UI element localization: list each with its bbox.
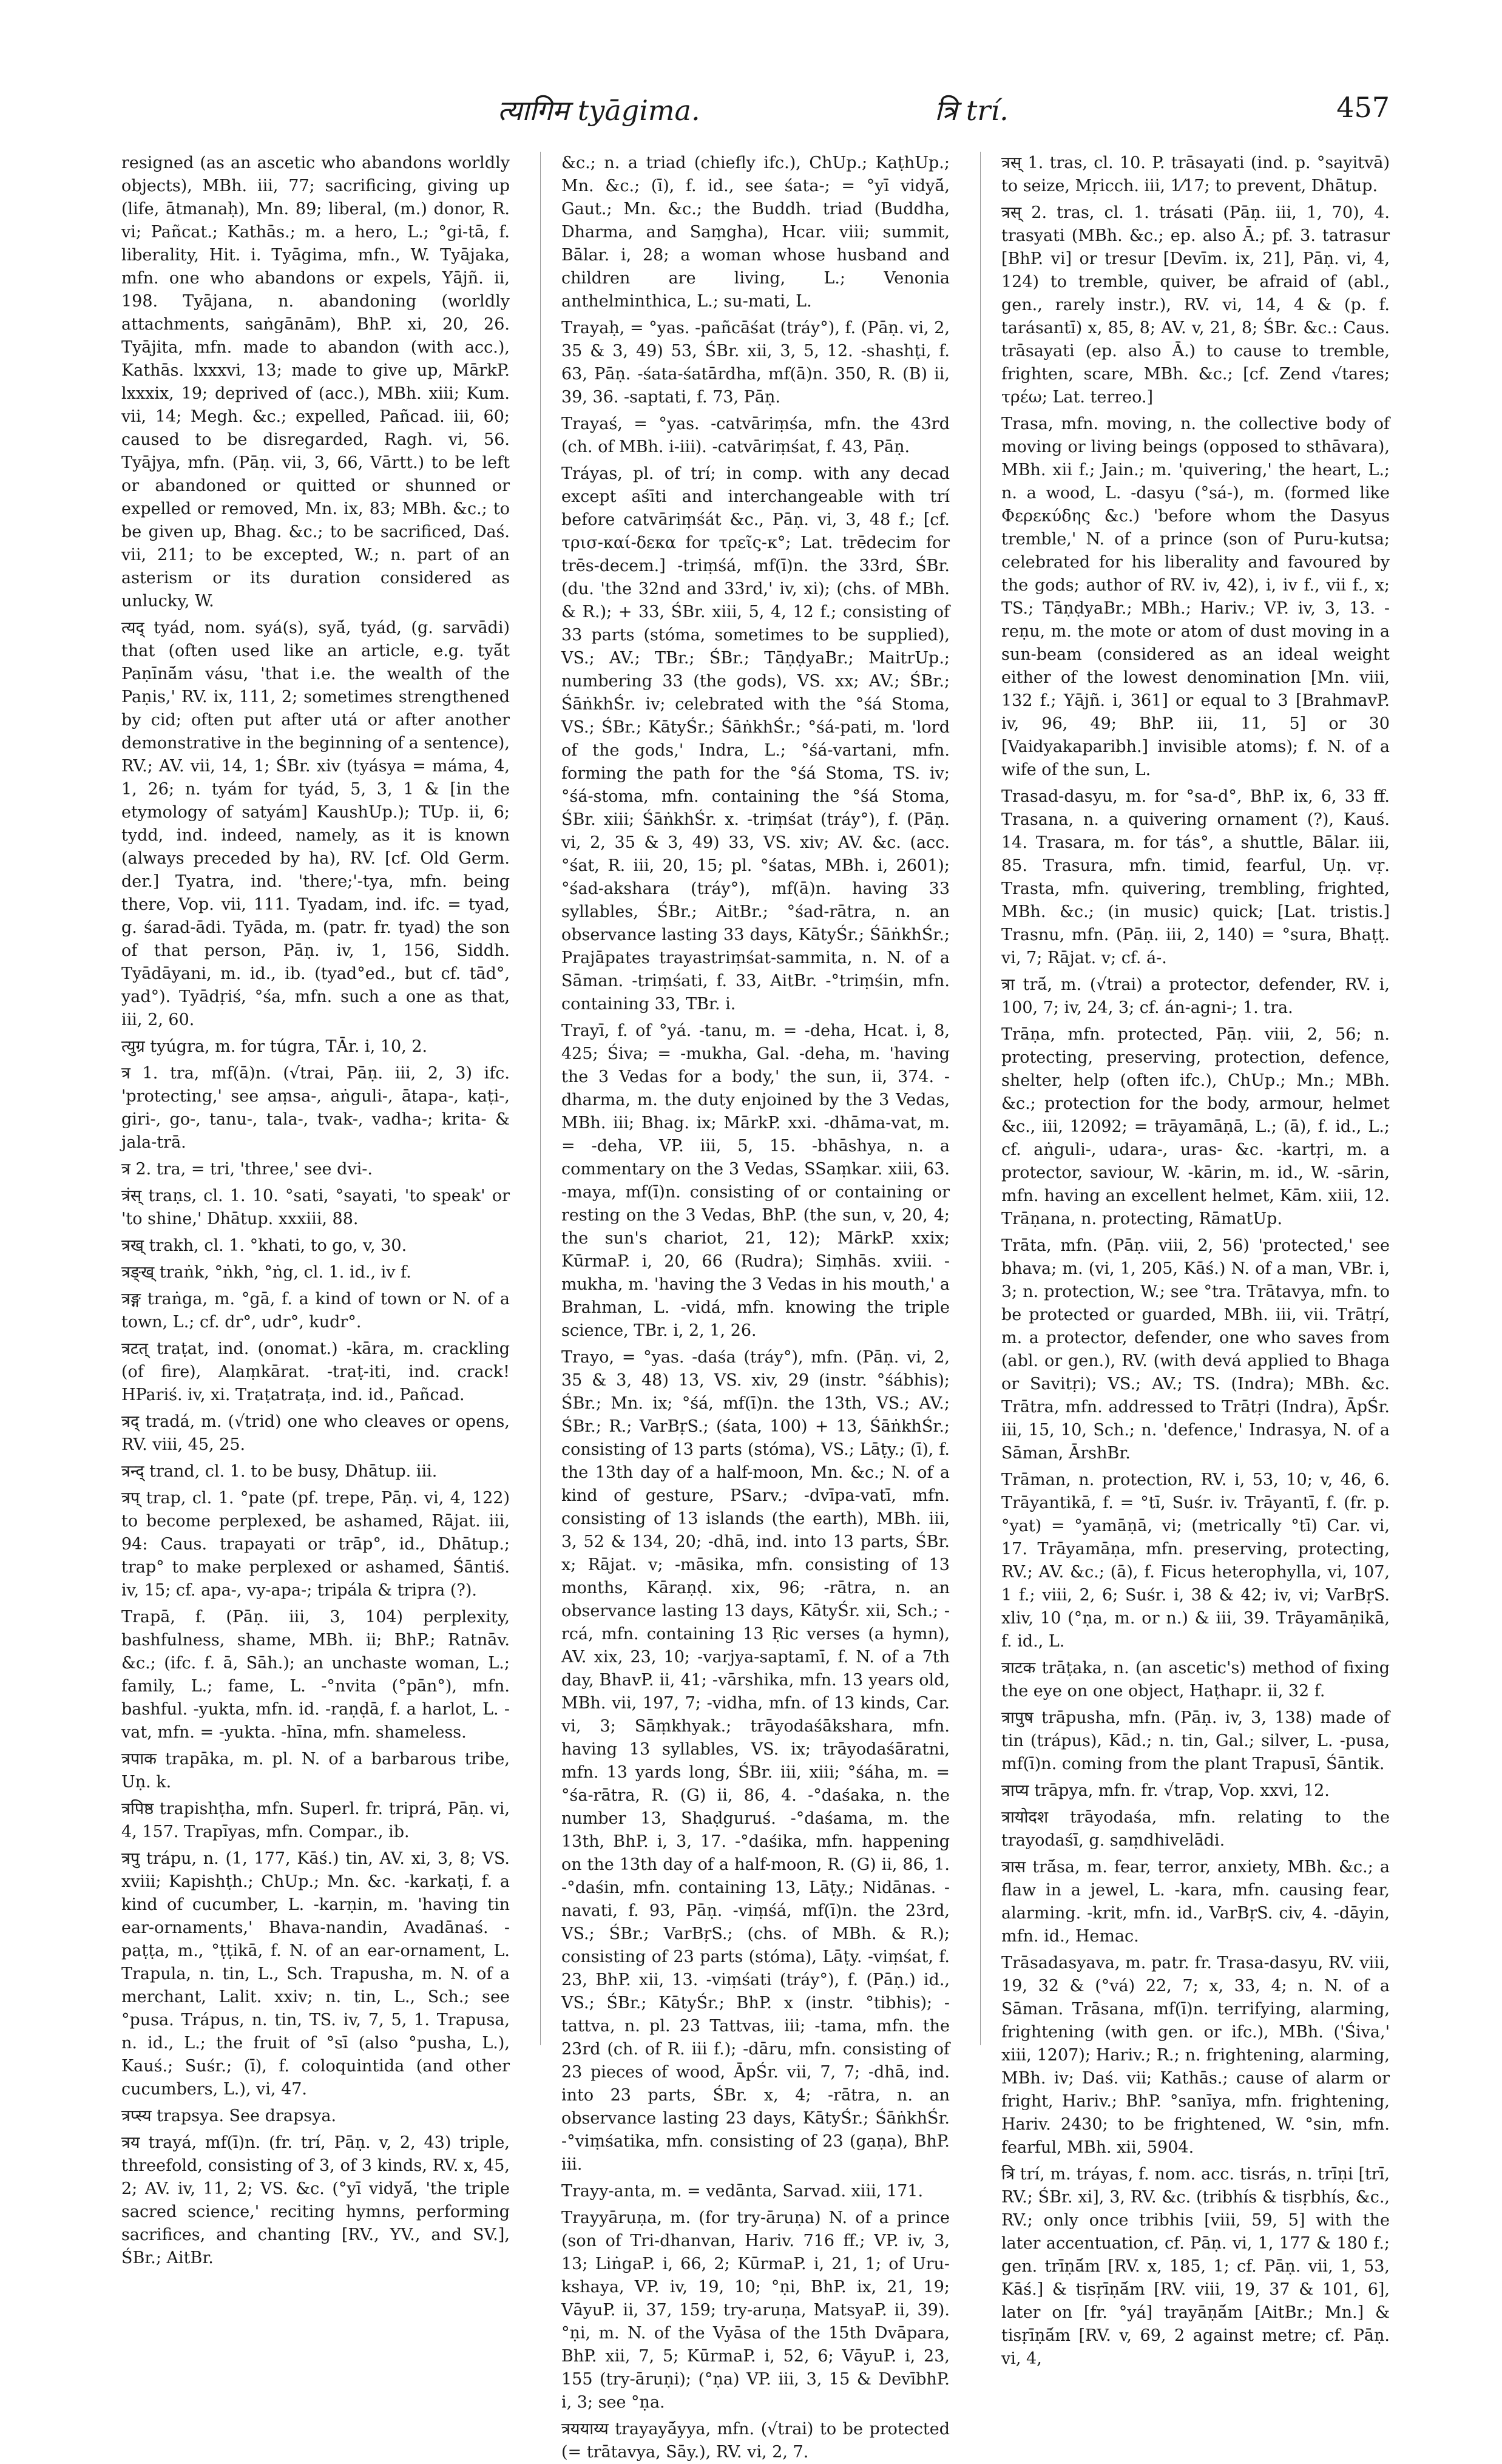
dictionary-entry: Trayaś, = °yas. -catvāriṃśa, mfn. the 43rd (ch. of MBh. i-iii). -catvāriṃśat, f. 43, Pāṇ. xyxy=(561,415,950,456)
dictionary-entry: त्रस् 1. tras, cl. 10. P. trāsayati (ind. p. °sayitvā) to seize, Mṛicch. iii, 1⁄17; to prevent, Dhātup. xyxy=(1001,154,1390,195)
dictionary-entry: त्रप्स्य trapsya. See drapsya. xyxy=(121,2107,337,2125)
dictionary-entry: Trāṇa, mfn. protected, Pāṇ. viii, 2, 56; n. protecting, preserving, protection, defence, shelter, help (often ifc.), ChUp.; Mn.; MBh. &c.; protection for the body, armour, helmet &c., iii, 12092; = trāyamāṇā, L.; (ā), f. id., L.; cf. aṅguli-, udara-, uras- &c. -kartṛi, m. a protector, saviour, W. -kārin, m. id., W. -sārin, mfn. having an excellent helmet, Kām. xiii, 12. Trāṇana, n. protecting, RāmatUp. xyxy=(1001,1025,1390,1228)
dictionary-entry: त्राटक trāṭaka, n. (an ascetic's) method of fixing the eye on one object, Haṭhapr. ii, 32 f. xyxy=(1001,1659,1390,1701)
dictionary-entry: resigned (as an ascetic who abandons worldly objects), MBh. iii, 77; sacrificing, giving up (life, ātmanaḥ), Mn. 89; liberal, (m.) donor, R. vi; Pañcat.; Kathās.; m. a hero, L.; °gi-tā, f. liberality, Hit. i. Tyāgima, mfn., W. Tyājaka, mfn. one who abandons or expels, Yājñ. ii, 198. Tyājana, n. abandoning (worldly attachments, saṅgānām), BhP. xi, 20, 26. Tyājita, mfn. made to abandon (with acc.), Kathās. lxxxvi, 13; made to give up, MārkP. lxxxix, 19; deprived of (acc.), MBh. xiii; Kum. vii, 14; Megh. &c.; expelled, Pañcad. iii, 60; caused to be disregarded, Ragh. vi, 56. Tyājya, mfn. (Pāṇ. vii, 3, 66, Vārtt.) to be left or abandoned or quitted or shunned or expelled or removed, Mn. ix, 83; MBh. &c.; to be given up, Bhag. &c.; to be sacrificed, Daś. vii, 211; to be excepted, W.; n. part of an asterism or its duration considered as unlucky, W. xyxy=(121,154,510,611)
right-running-headword: त्रि trí. xyxy=(935,94,1009,127)
column-divider xyxy=(980,152,981,2045)
dictionary-entry: त्रस् 2. tras, cl. 1. trásati (Pāṇ. iii, 1, 70), 4. trasyati (MBh. &c.; ep. also Ā.; pf. 3. tatrasur [BhP. vi] or tresur [Devīm. ix, 21], Pāṇ. vi, 4, 124) to tremble, quiver, be afraid of (abl., gen., rarely instr.), RV. vi, 14, 4 & (p. f. tarásantī) x, 85, 8; AV. v, 21, 8; ŚBr. &c.: Caus. trāsayati (ep. also Ā.) to cause to tremble, frighten, scare, MBh. &c.; [cf. Zend √tares; τρέω; Lat. terreo.] xyxy=(1001,203,1390,407)
dictionary-entry: Trayy-anta, m. = vedānta, Sarvad. xiii, 171. xyxy=(561,2182,924,2201)
dictionary-entry: त्र 2. tra, = tri, 'three,' see dvi-. xyxy=(121,1160,373,1179)
column-divider xyxy=(540,152,541,2045)
dictionary-entry: Trapā, f. (Pāṇ. iii, 3, 104) perplexity, bashfulness, shame, MBh. ii; BhP.; Ratnāv. &c.; (ifc. f. ā, Sāh.); an unchaste woman, L.; family, L.; fame, L. -°nvita (°pān°), mfn. bashful. -yukta, mfn. id. -raṇḍā, f. a harlot, L. -vat, mfn. = -yukta. -hīna, mfn. shameless. xyxy=(121,1608,510,1742)
dictionary-entry: Trasad-dasyu, m. for °sa-d°, BhP. ix, 6, 33 ff. Trasana, n. a quivering ornament (?), Kauś. 14. Trasara, m. for tás°, a shuttle, Bālar. iii, 85. Trasura, mfn. timid, fearful, Uṇ. vṛ. Trasta, mfn. quivering, trembling, frighted, MBh. &c.; (in music) quick; [Lat. tristis.] Trasnu, mfn. (Pāṇ. iii, 2, 140) = °sura, Bhaṭṭ. vi, 7; Rājat. v; cf. á-. xyxy=(1001,787,1390,967)
dictionary-entry: त्रपाक trapāka, m. pl. N. of a barbarous tribe, Uṇ. k. xyxy=(121,1750,510,1792)
dictionary-entry: Tráyas, pl. of trí; in comp. with any decad except aśīti and interchangeable with trí before catvāriṃśát &c., Pāṇ. vi, 3, 48 f.; [cf. τρισ-καί-δεκα for τρεῖς-κ°; Lat. trēdecim for trēs-decem.] -triṃśá, mf(ī)n. the 33rd, ŚBr. (du. 'the 32nd and 33rd,' iv, xi); (chs. of MBh. & R.); + 33, ŚBr. xiii, 5, 4, 12 f.; consisting of 33 parts (stóma, sometimes to be supplied), VS.; AV.; TBr.; ŚBr.; TāṇḍyaBr.; MaitrUp.; numbering 33 (the gods), VS. xx; AV.; ŚBr.; ŚāṅkhŚr. iv; celebrated with the °śá Stoma, VS.; ŚBr.; KātyŚr.; ŚāṅkhŚr.; °śá-pati, m. 'lord of the gods,' Indra, L.; °śá-vartani, mfn. forming the path for the °śá Stoma, TS. iv; °śá-stoma, mfn. containing the °śá Stoma, ŚBr. xiii; ŚāṅkhŚr. x. -triṃśat (tráy°), f. (Pāṇ. vi, 2, 35 & 3, 49) 33, VS. xiv; AV. &c. (acc. °śat, R. iii, 20, 15; pl. °śatas, MBh. i, 2601); °śad-akshara (tráy°), mf(ā)n. having 33 syllables, ŚBr.; AitBr.; °śad-rātra, n. an observance lasting 33 days, KātyŚr.; ŚāṅkhŚr.; Prajāpates trayastriṃśat-sammita, n. N. of a Sāman. -triṃśati, f. 33, AitBr. -°triṃśin, mfn. containing 33, TBr. i. xyxy=(561,464,950,1014)
left-running-headword: त्यागिम tyāgima. xyxy=(498,94,700,127)
dictionary-entry: त्रय trayá, mf(ī)n. (fr. trí, Pāṇ. v, 2, 43) triple, threefold, consisting of 3, of 3 kinds, RV. x, 45, 2; AV. iv, 11, 2; VS. &c. (°yī vidyā́, 'the triple sacred science,' reciting hymns, performing sacrifices, and chanting [RV., YV., and SV.], ŚBr.; AitBr. xyxy=(121,2133,510,2267)
dictionary-entry: Trayyāruṇa, m. (for try-āruṇa) N. of a prince (son of Tri-dhanvan, Hariv. 716 ff.; VP. iv, 3, 13; LiṅgaP. i, 66, 2; KūrmaP. i, 21, 1; of Uru-kshaya, VP. iv, 19, 10; °ṇi, BhP. ix, 21, 19; VāyuP. ii, 37, 159; try-aruṇa, MatsyaP. ii, 39). °ṇi, m. N. of the Vyāsa of the 15th Dvāpara, BhP. xii, 7, 5; KūrmaP. i, 52, 6; VāyuP. i, 23, 155 (try-āruṇi); (°ṇa) VP. iii, 3, 15 & DevībhP. i, 3; see °ṇa. xyxy=(561,2208,950,2412)
dictionary-entry: त्रङ्ग traṅga, m. °gā, f. a kind of town or N. of a town, L.; cf. dr°, udr°, kudr°. xyxy=(121,1290,510,1332)
dictionary-entry: त्रययाय्य trayayā́yya, mfn. (√trai) to be protected (= trātavya, Sāy.), RV. vi, 2, 7. xyxy=(561,2420,950,2462)
dictionary-entry: त्रंस् traṇs, cl. 1. 10. °sati, °sayati, 'to speak' or 'to shine,' Dhātup. xxxiii, 88. xyxy=(121,1186,510,1228)
dictionary-entry: Trayo, = °yas. -daśa (tráy°), mfn. (Pāṇ. vi, 2, 35 & 3, 48) 13, VS. xiv, 29 (instr. °śábhis); ŚBr.; Mn. ix; °śá, mf(ī)n. the 13th, VS.; AV.; ŚBr.; R.; VarBṛS.; (śata, 100) + 13, ŚāṅkhŚr.; consisting of 13 parts (stóma), VS.; Lāṭy.; (ī), f. the 13th day of a half-moon, Mn. &c.; N. of a kind of gesture, PSarv.; -dvīpa-vatī, mfn. consisting of 13 islands (the earth), MBh. iii, 3, 52 & 134, 20; -dhā, ind. into 13 parts, ŚBr. x; Rājat. v; -māsika, mfn. consisting of 13 months, Kāraṇḍ. xix, 96; -rātra, n. an observance lasting 13 days, KātyŚr. xii, Sch.; -rcá, mfn. containing 13 Ṛic verses (a hymn), AV. xix, 23, 10; -varjya-saptamī, f. N. of a 7th day, BhavP. ii, 41; -vārshika, mfn. 13 years old, MBh. vii, 197, 7; -vidha, mfn. of 13 kinds, Car. vi, 3; Sāṃkhyak.; trāyodaśākshara, mfn. having 13 syllables, VS. ix; trāyodaśāratni, mfn. 13 yards long, ŚBr. iii, xiii; °śáha, m. = °śa-rātra, R. (G) ii, 86, 4. -°daśaka, n. the number 13, Shaḍguruś. -°daśama, m. the 13th, BhP. i, 3, 17. -°daśika, mfn. happening on the 13th day of a half-moon, R. (G) ii, 86, 1. -°daśin, mfn. containing 13, Lāṭy.; Nidānas. -navati, f. 93, Pāṇ. -viṃśá, mf(ī)n. the 23rd, VS.; ŚBr.; VarBṛS.; (chs. of MBh. & R.); consisting of 23 parts (stóma), Lāṭy. -viṃśat, f. 23, BhP. xii, 13. -viṃśati (tráy°), f. (Pāṇ.) id., VS.; ŚBr.; KātyŚr.; BhP. x (instr. °tibhis); -tattva, n. pl. 23 Tattvas, iii; -tama, mfn. the 23rd (ch. of R. iii f.); -dāru, mfn. consisting of 23 pieces of wood, ĀpŚr. vii, 7, 7; -dhā, ind. into 23 parts, ŚBr. x, 4; -rātra, n. an observance lasting 23 days, KātyŚr.; ŚāṅkhŚr. -°viṃśatika, mfn. consisting of 23 (gaṇa), BhP. iii. xyxy=(561,1348,950,2174)
dictionary-entry: त्रास trā́sa, m. fear, terror, anxiety, MBh. &c.; a flaw in a jewel, L. -kara, mfn. causing fear, alarming. -krit, mfn. id., VarBṛS. civ, 4. -dāyin, mfn. id., Hemac. xyxy=(1001,1858,1390,1946)
dictionary-entry: त्रापुष trāpusha, mfn. (Pāṇ. iv, 3, 138) made of tin (trápus), Kād.; n. tin, Gal.; silver, L. -pusa, mf(ī)n. coming from the plant Trapusī, Śāntik. xyxy=(1001,1708,1390,1773)
dictionary-entry: त्रन्द् trand, cl. 1. to be busy, Dhātup. iii. xyxy=(121,1462,438,1481)
page-header xyxy=(121,91,1390,140)
dictionary-entry: त्रङ्ख् traṅk, °ṅkh, °ṅg, cl. 1. id., iv f. xyxy=(121,1263,411,1282)
dictionary-entry: त्रपिष्ठ trapishṭha, mfn. Superl. fr. triprá, Pāṇ. vi, 4, 157. Trapīyas, mfn. Compar., ib. xyxy=(121,1799,510,1841)
dictionary-column-3 xyxy=(1001,152,1390,2368)
dictionary-entry: Trayaḥ, = °yas. -pañcāśat (tráy°), f. (Pāṇ. vi, 2, 35 & 3, 49) 53, ŚBr. xii, 3, 5, 12. -shashṭi, f. 63, Pāṇ. -śata-śatārdha, mf(ā)n. 350, R. (B) ii, 39, 36. -saptati, f. 73, Pāṇ. xyxy=(561,319,950,407)
dictionary-entry: त्रि trí, m. tráyas, f. nom. acc. tisrás, n. trīṇi [trī, RV.; ŚBr. xi], 3, RV. &c. (tribhís & tisṛbhís, &c., RV.; only once tribhis [viii, 59, 5] with the later accentuation, cf. Pāṇ. vi, 1, 177 & 180 f.; gen. trīṇā́m [RV. x, 185, 1; cf. Pāṇ. vii, 1, 53, Kāś.] & tisṛīṇā́m [RV. viii, 19, 37 & 101, 6], later on [fr. °yá] trayāṇā́m [AitBr.; Mn.] & tisṛīṇā́m [RV. v, 69, 2 against metre; cf. Pāṇ. vi, 4, xyxy=(1001,2165,1390,2368)
dictionary-entry: Trāman, n. protection, RV. i, 53, 10; v, 46, 6. Trāyantikā, f. = °tī, Suśr. iv. Trāyantī, f. (fr. p. °yat) = °yamāṇā, vi; (metrically °tī) Car. vi, 17. Trāyamāṇa, mfn. preserving, protecting, RV.; AV. &c.; (ā), f. Ficus heterophylla, vi, 107, 1 f.; viii, 2, 6; Suśr. i, 38 & 42; iv, vi; VarBṛS. xliv, 10 (°ṇa, m. or n.) & iii, 39. Trāyamāṇikā, f. id., L. xyxy=(1001,1471,1390,1651)
dictionary-column-2 xyxy=(561,152,950,2462)
page-number: 457 xyxy=(1336,91,1390,124)
dictionary-entry: त्रप् trap, cl. 1. °pate (pf. trepe, Pāṇ. vi, 4, 122) to become perplexed, be ashamed, Rājat. iii, 94: Caus. trapayati or trāp°, id., Dhātup.; trap° to make perplexed or ashamed, Śāntiś. iv, 15; cf. apa-, vy-apa-; tripála & tripra (?). xyxy=(121,1489,510,1600)
dictionary-entry: &c.; n. a triad (chiefly ifc.), ChUp.; KaṭhUp.; Mn. &c.; (ī), f. id., see śata-; = °yī vidyā́, Gaut.; Mn. &c.; the Buddh. triad (Buddha, Dharma, and Saṃgha), Hcar. viii; summit, Bālar. i, 28; a woman whose husband and children are living, L.; Venonia anthelminthica, L.; su-mati, L. xyxy=(561,154,950,311)
dictionary-entry: Trayī, f. of °yá. -tanu, m. = -deha, Hcat. i, 8, 425; Śiva; = -mukha, Gal. -deha, m. 'having the 3 Vedas for a body,' the sun, ii, 374. -dharma, m. the duty enjoined by the 3 Vedas, MBh. iii; Bhag. ix; MārkP. xxi. -dhāma-vat, m. = -deha, VP. iii, 5, 15. -bhāshya, n. a commentary on the 3 Vedas, SSaṃkar. xiii, 63. -maya, mf(ī)n. consisting of or containing or resting on the 3 Vedas, BhP. (the sun, v, 20, 4; the sun's chariot, 21, 12); MārkP. xxix; KūrmaP. i, 20, 66 (Rudra); Siṃhās. xviii. -mukha, m. 'having the 3 Vedas in his mouth,' a Brahman, L. -vidá, mfn. knowing the triple science, TBr. i, 2, 1, 26. xyxy=(561,1021,950,1340)
dictionary-entry: Trasa, mfn. moving, n. the collective body of moving or living beings (opposed to sthāvara), MBh. xii f.; Jain.; m. 'quivering,' the heart, L.; n. a wood, L. -dasyu (°sá-), m. (formed like Φερεκύδης &c.) 'before whom the Dasyus tremble,' N. of a prince (son of Puru-kutsa; celebrated for his liberality and favoured by the gods; author of RV. iv, 42), i, iv f., vii f., x; TS.; TāṇḍyaBr.; MBh.; Hariv.; VP. iv, 3, 13. -reṇu, m. the mote or atom of dust moving in a sun-beam (considered as an ideal weight either of the lowest denomination [Mn. viii, 132 f.; Yājñ. i, 361] or equal to 3 [BrahmavP. iv, 96, 49; BhP. iii, 11, 5] or 30 [Vaidyakaparibh.] invisible atoms); f. N. of a wife of the sun, L. xyxy=(1001,415,1390,779)
dictionary-entry: Trāta, mfn. (Pāṇ. viii, 2, 56) 'protected,' see bhava; m. (vi, 1, 205, Kāś.) N. of a man, VBr. i, 3; n. protection, W.; see °tra. Trātavya, mfn. to be protected or guarded, MBh. iii, vii. Trātṛí, m. a protector, defender, one who saves from (abl. or gen.), RV. (with devá applied to Bhaga or Savitṛi); VS.; AV.; TS. (Indra); MBh. &c. Trātra, mfn. addressed to Trātṛi (Indra), ĀpŚr. iii, 15, 10, Sch.; n. 'defence,' Indrasya, N. of a Sāman, ĀrshBr. xyxy=(1001,1236,1390,1463)
dictionary-entry: त्रद् tradá, m. (√trid) one who cleaves or opens, RV. viii, 45, 25. xyxy=(121,1412,510,1454)
dictionary-entry: त्र 1. tra, mf(ā)n. (√trai, Pāṇ. iii, 2, 3) ifc. 'protecting,' see aṃsa-, aṅguli-, ātapa-, kaṭi-, giri-, go-, tanu-, tala-, tvak-, vadha-; krita- & jala-trā. xyxy=(121,1064,510,1152)
dictionary-entry: त्राप्य trāpya, mfn. fr. √trap, Vop. xxvi, 12. xyxy=(1001,1781,1330,1800)
dictionary-entry: Trāsadasyava, m. patr. fr. Trasa-dasyu, RV. viii, 19, 32 & (°vá) 22, 7; x, 33, 4; n. N. of a Sāman. Trāsana, mf(ī)n. terrifying, alarming, frightening (with gen. or ifc.), MBh. ('Śiva,' xiii, 1207); Hariv.; R.; n. frightening, alarming, MBh. iv; Daś. vii; Kathās.; cause of alarm or fright, Hariv.; BhP. °sanīya, mfn. frightening, Hariv. 2430; to be frightened, W. °sin, mfn. fearful, MBh. xii, 5904. xyxy=(1001,1954,1390,2157)
dictionary-entry: त्रपु trápu, n. (1, 177, Kāś.) tin, AV. xi, 3, 8; VS. xviii; Kapishṭh.; ChUp.; Mn. &c. -karkaṭi, f. a kind of cucumber, L. -karṇin, m. 'having tin ear-ornaments,' Bhava-nandin, Avadānaś. -paṭṭa, m., °ṭṭikā, f. N. of an ear-ornament, L. Trapula, n. tin, L., Sch. Trapusha, m. N. of a merchant, Lalit. xxiv; n. tin, L., Sch.; see °pusa. Trápus, n. tin, TS. iv, 7, 5, 1. Trapusa, n. id., L.; the fruit of °sī (also °pusha, L.), Kauś.; Suśr.; (ī), f. coloquintida (and other cucumbers, L.), vi, 47. xyxy=(121,1849,510,2099)
dictionary-entry: त्रायोदश trāyodaśa, mfn. relating to the trayodaśī, g. saṃdhivelādi. xyxy=(1001,1808,1390,1850)
dictionary-column-1 xyxy=(121,152,510,2267)
dictionary-entry: त्रा trā́, m. (√trai) a protector, defender, RV. i, 100, 7; iv, 24, 3; cf. án-agni-; 1. tra. xyxy=(1001,975,1390,1017)
dictionary-entry: त्रख् trakh, cl. 1. °khati, to go, v, 30. xyxy=(121,1236,407,1255)
dictionary-entry: त्युग्र tyúgra, m. for túgra, TĀr. i, 10, 2. xyxy=(121,1037,428,1056)
dictionary-entry: त्यद् tyád, nom. syá(s), syā́, tyád, (g. sarvādi) that (often used like an article, e.g. tyā́t Paṇīnā́m vásu, 'that i.e. the wealth of the Paṇis,' RV. ix, 111, 2; sometimes strengthened by cid; often put after utá or after another demonstrative in the beginning of a sentence), RV.; AV. vii, 14, 1; ŚBr. xiv (tyásya = máma, 4, 1, 26; n. tyám for tyád, 5, 3, 1 & [in the etymology of satyám] KaushUp.); TUp. ii, 6; tydd, ind. indeed, namely, as it is known (always preceded by ha), RV. [cf. Old Germ. der.] Tyatra, ind. 'there;'-tya, mfn. being there, Vop. vii, 111. Tyadam, ind. ifc. = tyad, g. śarad-ādi. Tyāda, m. (patr. fr. tyad) the son of that person, Pāṇ. iv, 1, 156, Siddh. Tyādāyani, m. id., ib. (tyad°ed., but cf. tād°, yad°). Tyādṛiś, °śa, mfn. such a one as that, iii, 2, 60. xyxy=(121,618,510,1029)
dictionary-entry: त्रटत् traṭat, ind. (onomat.) -kāra, m. crackling (of fire), Alaṃkārat. -traṭ-iti, ind. crack! HPariś. iv, xi. Traṭatraṭa, ind. id., Pañcad. xyxy=(121,1339,510,1404)
